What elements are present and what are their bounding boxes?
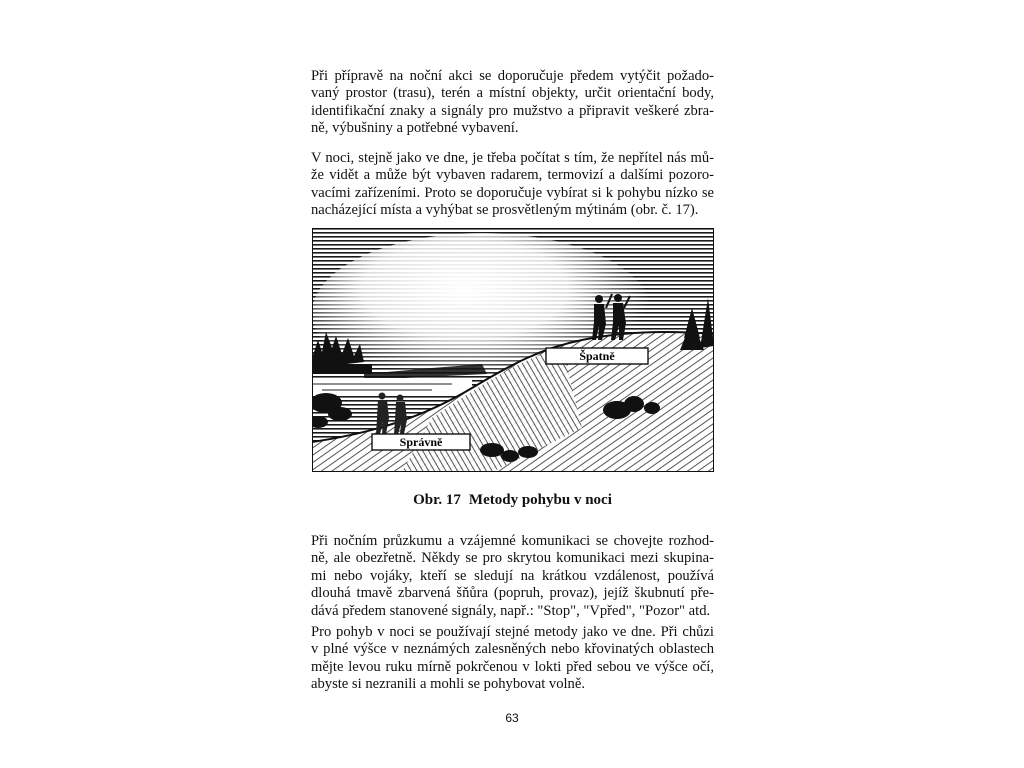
figure-caption [311, 492, 714, 509]
paragraph-2 [311, 150, 714, 220]
text-line: Při přípravě na noční akci se doporučuje předem vytýčit požado- [311, 68, 714, 84]
label-right [372, 434, 470, 450]
page-number: 63 [505, 711, 519, 725]
paragraph-3 [311, 533, 714, 620]
text-line: vaný prostor (trasu), terén a místní objekty, určit orientační body, [311, 85, 714, 102]
text-line: identifikační znaky a signály pro mužstvo a připravit veškeré zbra- [311, 102, 714, 119]
text-line: mějte levou ruku mírně pokrčenou v lokti před sebou ve výšce očí, [311, 658, 714, 675]
text-line: ně, výbušniny a potřebné vybavení. [311, 120, 519, 137]
lowland-water [312, 378, 472, 396]
paragraph-1 [311, 68, 714, 138]
label-right-text: Správně [399, 435, 443, 449]
text-line: Pro pohyb v noci se používají stejné metody jako ve dne. Při chůzi [311, 624, 714, 640]
figure-night-movement-illustration [312, 228, 714, 472]
text-line: mi nebo vojáky, kteří se sledují na krátkou vzdálenost, používá [311, 567, 714, 584]
label-wrong [546, 348, 648, 364]
paragraph-4 [311, 624, 714, 694]
text-line: vacími zařízeními. Proto se doporučuje vybírat si k pohybu nízko se [311, 184, 714, 201]
text-line: nacházející místa a vyhýbat se prosvětleným mýtinám (obr. č. 17). [311, 202, 699, 219]
text-line: v plné výšce v neznámých zalesněných nebo křovinatých oblastech [311, 641, 714, 658]
text-line: V noci, stejně jako ve dne, je třeba počítat s tím, že nepřítel nás mů- [311, 150, 714, 166]
label-wrong-text: Špatně [579, 349, 615, 363]
text-line: abyste si nezranili a mohli se pohybovat volně. [311, 676, 585, 693]
text-line: dává předem stanovené signály, např.: "Stop", "Vpřed", "Pozor" atd. [311, 602, 711, 619]
text-line: ně, ale obezřetně. Někdy se pro skrytou komunikaci mezi skupina- [311, 550, 714, 567]
text-line: že vidět a může být vybaven radarem, termovizí a dalšími pozoro- [311, 167, 714, 184]
text-line: dlouhá tmavě zbarvená šňůra (popruh, provaz), jejíž škubnutí pře- [311, 585, 714, 602]
caption-number: Obr. 17 [413, 492, 461, 508]
text-line: Při nočním průzkumu a vzájemné komunikaci se chovejte rozhod- [311, 533, 714, 549]
caption-title: Metody pohybu v noci [468, 492, 612, 508]
